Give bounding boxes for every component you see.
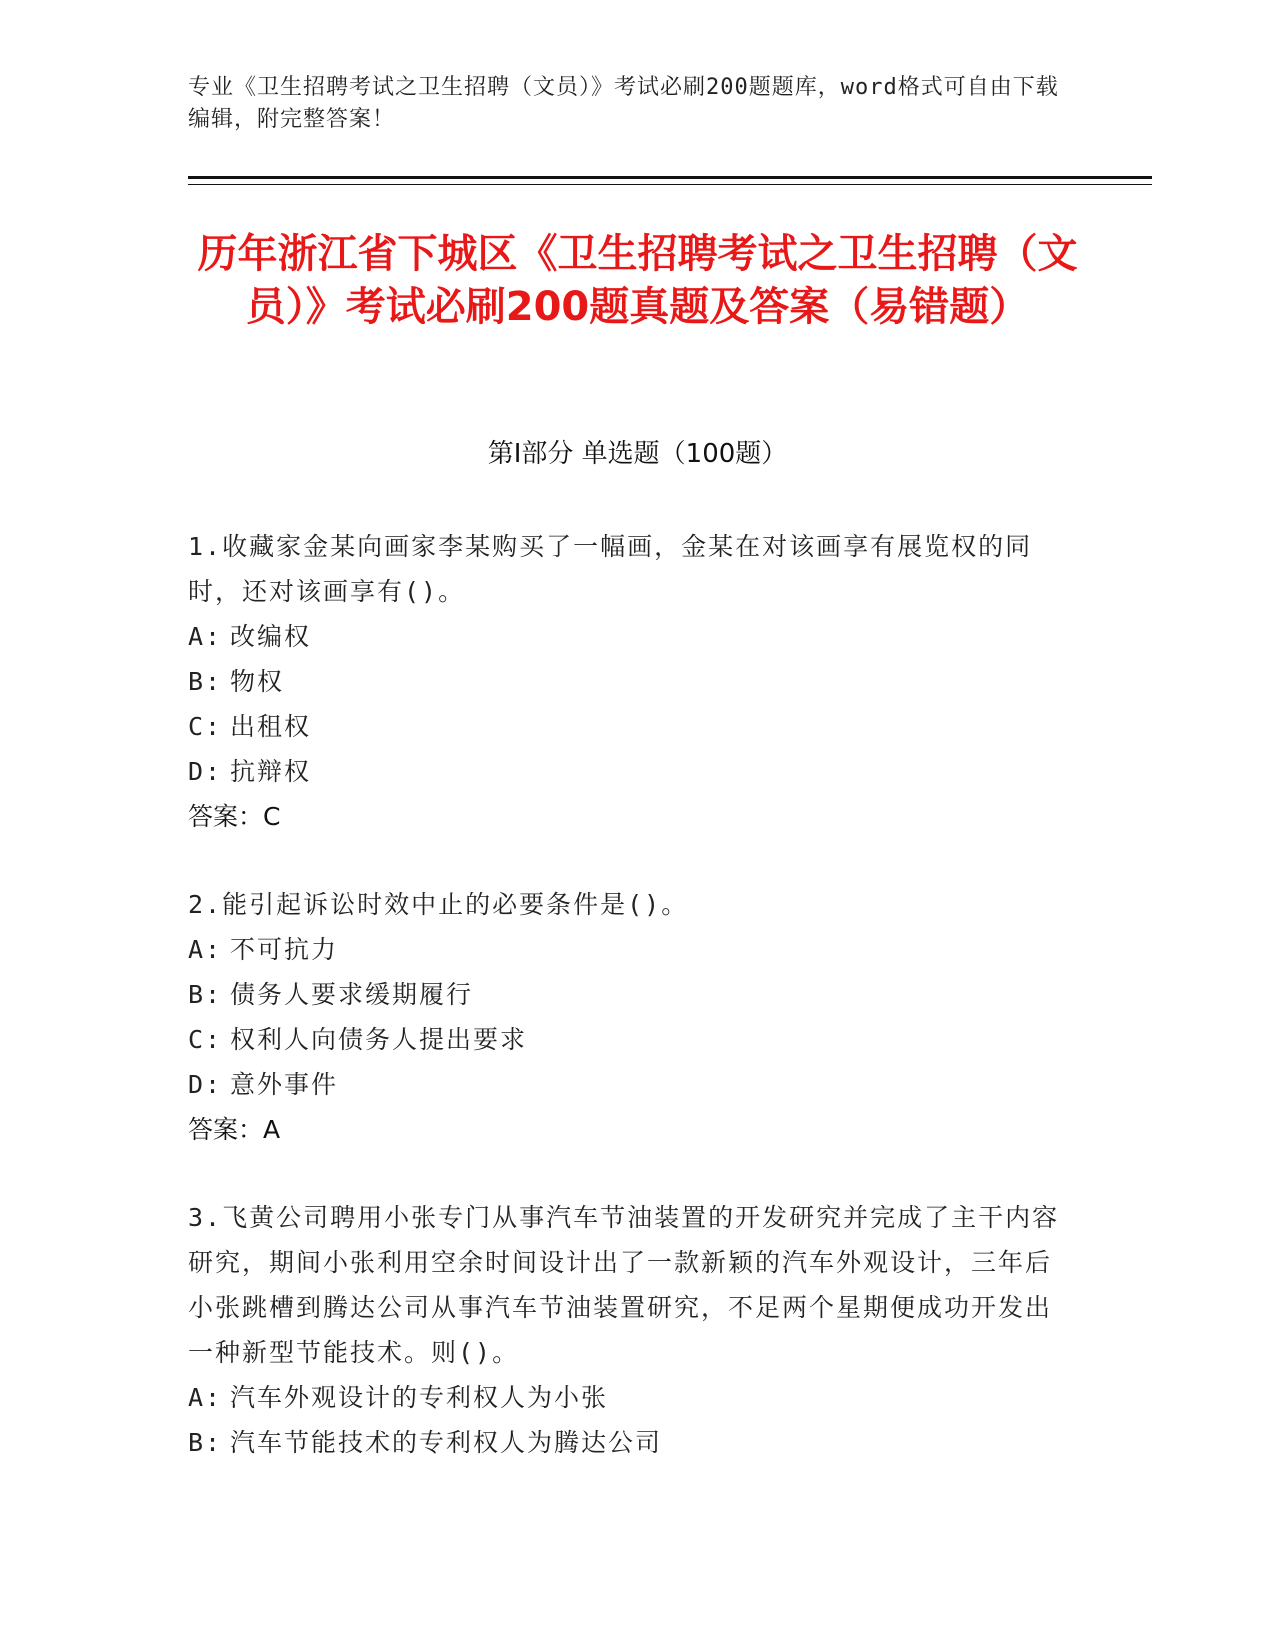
question-text: 3.飞黄公司聘用小张专门从事汽车节油装置的开发研究并完成了主干内容研究，期间小张利用空余时间设计出了一款新颖的汽车外观设计，三年后小张跳槽到腾达公司从事汽车节油装置研究，不足两个星期便成功开发出一种新型节能技术。则()。 — [188, 1203, 1060, 1367]
option-key: B: — [188, 1428, 223, 1457]
option-key: C: — [188, 712, 223, 741]
header-divider-thick — [188, 176, 1152, 179]
option-key: B: — [188, 980, 223, 1009]
option-text: 债务人要求缓期履行 — [230, 980, 474, 1009]
option-key: A: — [188, 1383, 223, 1412]
option-key: B: — [188, 667, 223, 696]
option-text: 物权 — [230, 667, 285, 696]
answer-line: 答案：A — [188, 1115, 281, 1144]
option-text: 改编权 — [230, 622, 312, 651]
option-text: 汽车外观设计的专利权人为小张 — [230, 1383, 609, 1412]
answer-line: 答案：C — [188, 802, 281, 831]
option-key: C: — [188, 1025, 223, 1054]
question-1 — [188, 524, 1068, 839]
option-c — [188, 704, 1068, 749]
question-3 — [188, 1195, 1068, 1465]
header-note: 专业《卫生招聘考试之卫生招聘（文员）》考试必刷200题题库，word格式可自由下载编辑，附完整答案！ — [188, 75, 1059, 132]
option-c — [188, 1017, 1068, 1062]
option-d — [188, 749, 1068, 794]
question-list — [188, 524, 1068, 1508]
option-text: 抗辩权 — [230, 757, 312, 786]
option-key: A: — [188, 935, 223, 964]
option-d — [188, 1062, 1068, 1107]
option-b — [188, 659, 1068, 704]
option-text: 汽车节能技术的专利权人为腾达公司 — [230, 1428, 663, 1457]
question-text: 2.能引起诉讼时效中止的必要条件是()。 — [188, 890, 689, 919]
option-key: D: — [188, 757, 223, 786]
option-b — [188, 1420, 1068, 1465]
section-title: 第Ⅰ部分 单选题（100题） — [487, 439, 788, 469]
option-a — [188, 927, 1068, 972]
option-key: A: — [188, 622, 223, 651]
option-text: 出租权 — [230, 712, 312, 741]
option-text: 不可抗力 — [230, 935, 339, 964]
option-text: 权利人向债务人提出要求 — [230, 1025, 528, 1054]
document-title: 历年浙江省下城区《卫生招聘考试之卫生招聘（文员）》考试必刷200题真题及答案（易错题） — [197, 231, 1078, 330]
question-text: 1.收藏家金某向画家李某购买了一幅画，金某在对该画享有展览权的同时，还对该画享有()。 — [188, 532, 1033, 606]
header-divider-thin — [188, 184, 1152, 185]
option-a — [188, 1375, 1068, 1420]
option-b — [188, 972, 1068, 1017]
question-2 — [188, 882, 1068, 1152]
option-a — [188, 614, 1068, 659]
option-text: 意外事件 — [230, 1070, 339, 1099]
option-key: D: — [188, 1070, 223, 1099]
